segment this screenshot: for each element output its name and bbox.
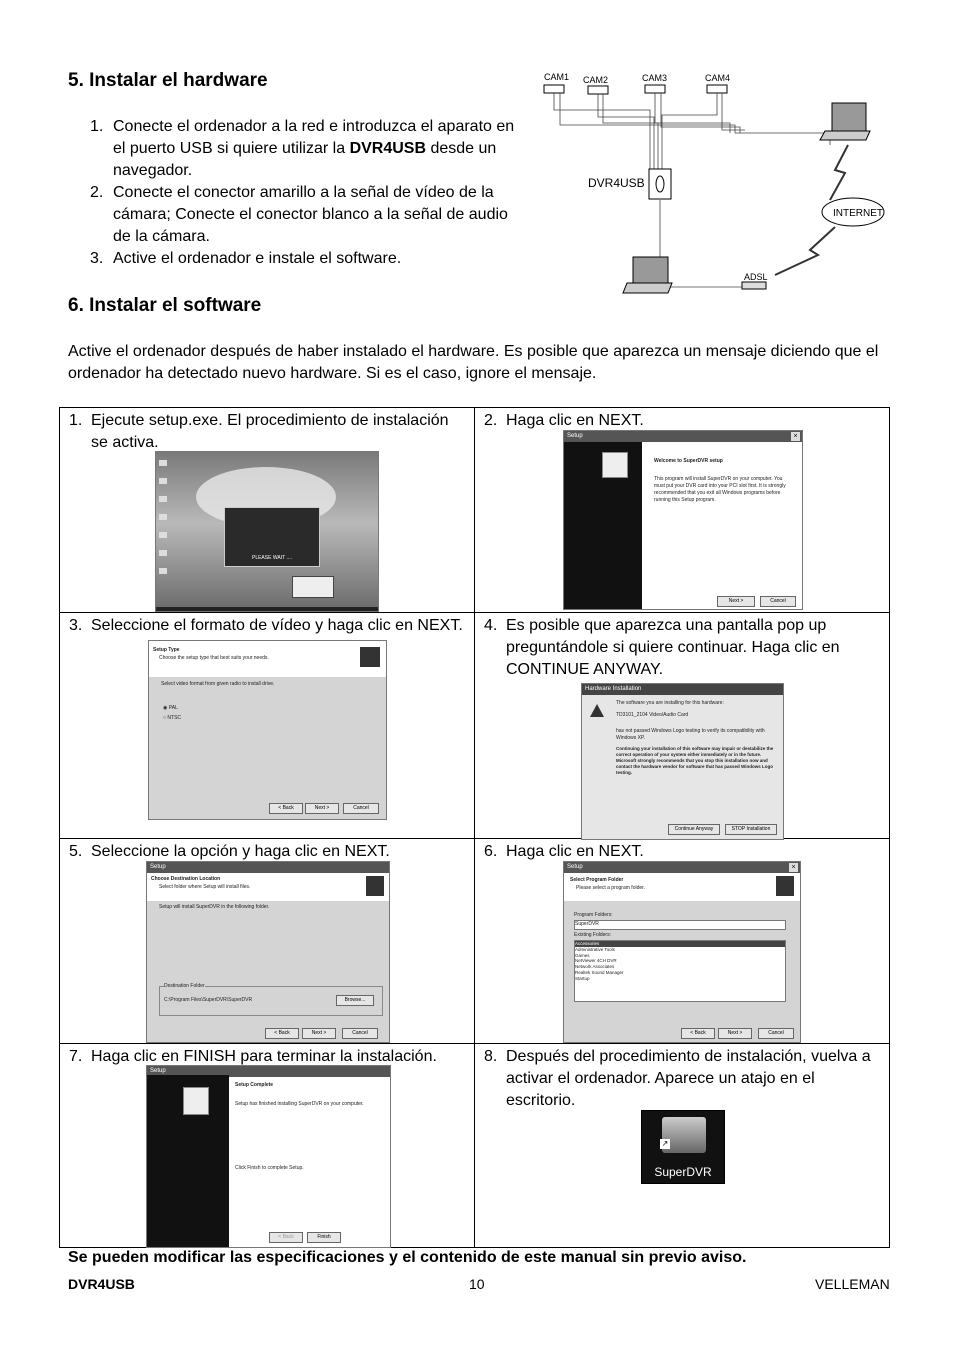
- laptop-icon: [820, 103, 870, 140]
- install-steps-grid: [59, 407, 890, 1248]
- cam1-label: CAM1: [544, 72, 570, 82]
- folder-item[interactable]: NetViewer 4CH DVR: [575, 958, 617, 964]
- grid-cell-8: 8. Después del procedimiento de instalación, vuelva a activar el ordenador. Aparece un atajo en el escritorio. ↗ SuperDVR: [475, 1044, 890, 1248]
- existing-folders-list[interactable]: [574, 940, 786, 1002]
- next-button[interactable]: Next >: [717, 596, 755, 607]
- screenshot-desktop-setup: [155, 451, 379, 612]
- folder-item[interactable]: Accessories: [575, 941, 785, 947]
- folder-item[interactable]: Network Associates: [575, 964, 615, 970]
- next-button[interactable]: Next >: [302, 1028, 336, 1039]
- finish-button[interactable]: Finish: [307, 1232, 341, 1243]
- grid-cell-6: 6. Haga clic en NEXT. Setup × Select Program Folder Please select a program folder. Program Folders: SuperDVR Existing Folders: Accessories Administrative Tools Games NetViewer 4CH DVR Network Associates Realtek Sound Manager Startup < Back Next > Cancel: [475, 839, 890, 1044]
- pc-laptop-icon: [623, 257, 672, 293]
- dialog-titlebar: Hardware Installation: [582, 684, 783, 695]
- grid-cell-4: 4. Es posible que aparezca una pantalla pop up preguntándole si quiere continuar. Haga clic en CONTINUE ANYWAY. Hardware Installation The software you are installing for this hardware: TD3101_2104 Video/Audio Card has not passed Windows Logo testing to verify its compatibility with Windows XP. Continuing your installation of this software may impair or destabilize the correct operation of your system either immediately or in the future. Microsoft strongly recommends that you stop this installation now and contact the hardware vendor for software that has passed Windows Logo testing. Continue Anyway STOP Installation: [475, 613, 890, 839]
- grid-cell-3: 3. Seleccione el formato de vídeo y haga clic en NEXT. Setup Type Choose the setup type that best suits your needs. Select video format from given radio to install drive. ◉ PAL ○ NTSC < Back Next > Cancel: [60, 613, 475, 839]
- screenshot-hardware-warning: Hardware Installation The software you are installing for this hardware: TD3101_2104 Video/Audio Card has not passed Windows Logo testing to verify its compatibility with Windows XP. Continuing your installation of this software may impair or destabilize the correct operation of your system either immediately or in the future. Microsoft strongly recommends that you stop this installation now and contact the hardware vendor for software that has passed Windows Logo testing. Continue Anyway STOP Installation: [581, 683, 784, 840]
- destination-path: C:\Program Files\SuperDVR\SuperDVR: [164, 997, 253, 1003]
- screenshot-setup-type: Setup Type Choose the setup type that best suits your needs. Select video format from given radio to install drive. ◉ PAL ○ NTSC < Back Next > Cancel: [148, 640, 387, 820]
- section-5-title: 5. Instalar el hardware: [68, 70, 268, 91]
- hardware-step-2: 2. Conecte el conector amarillo a la señal de vídeo de la cámara; Conecte el conector blanco a la señal de audio de la cámara.: [90, 184, 508, 245]
- cancel-button[interactable]: Cancel: [760, 596, 796, 607]
- setup-icon: [602, 452, 628, 478]
- cables: [554, 93, 830, 287]
- screenshot-welcome-dialog: Setup × Welcome to SuperDVR setup This program will install SuperDVR on your computer. You must put your DVR card into your PCI slot first. It is strongly recommended that you exit all Windows programs before running this Setup program. Next > Cancel: [563, 430, 803, 610]
- back-button[interactable]: < Back: [269, 803, 303, 814]
- dialog-titlebar: Setup ×: [564, 431, 802, 442]
- setup-icon: [360, 647, 380, 667]
- section-6-intro: Active el ordenador después de haber instalado el hardware. Es posible que aparezca un mensaje diciendo que el ordenador ha detectado nuevo hardware. Si es el caso, ignore el mensaje.: [68, 343, 879, 382]
- cam3-label: CAM3: [642, 73, 668, 83]
- dialog-titlebar: Setup: [147, 1066, 390, 1077]
- program-folder-input[interactable]: SuperDVR: [574, 920, 786, 930]
- grid-cell-5: 5. Seleccione la opción y haga clic en NEXT. Setup Choose Destination Location Select folder where Setup will install files. Setup will install SuperDVR in the following folder. Destination Folder C:\Program Files\SuperDVR\SuperDVR Browse... < Back Next > Cancel: [60, 839, 475, 1044]
- shortcut-arrow-icon: ↗: [661, 1139, 669, 1148]
- cam2-label: CAM2: [583, 75, 609, 85]
- adsl-modem-icon: [742, 282, 766, 289]
- back-button-disabled: < Back: [269, 1232, 303, 1243]
- pal-radio[interactable]: ◉ PAL: [163, 705, 178, 711]
- section-6-title: 6. Instalar el software: [68, 295, 262, 316]
- setup-icon: [366, 876, 384, 896]
- back-button[interactable]: < Back: [681, 1028, 715, 1039]
- wireless-link-icon-2: [775, 227, 835, 275]
- superdvr-shortcut[interactable]: [641, 1110, 725, 1184]
- screenshot-program-folder: Setup × Select Program Folder Please select a program folder. Program Folders: SuperDVR Existing Folders: Accessories Administrative Tools Games NetViewer 4CH DVR Network Associates Realtek Sound Manager Startup < Back Next > Cancel: [563, 861, 801, 1043]
- camera-icons: [544, 85, 727, 94]
- destination-folder-group: Destination Folder C:\Program Files\SuperDVR\SuperDVR Browse...: [159, 986, 383, 1016]
- shortcut-label: SuperDVR: [654, 1165, 712, 1179]
- screenshot-destination: Setup Choose Destination Location Select folder where Setup will install files. Setup will install SuperDVR in the following folder. Destination Folder C:\Program Files\SuperDVR\SuperDVR Browse... < Back Next > Cancel: [146, 861, 390, 1043]
- hardware-steps: [68, 116, 530, 270]
- dialog-side-panel: [564, 442, 642, 609]
- page-number: 10: [469, 1276, 485, 1292]
- cancel-button[interactable]: Cancel: [343, 803, 379, 814]
- close-icon[interactable]: ×: [789, 863, 798, 872]
- dialog-side-panel: [147, 1075, 229, 1247]
- next-button[interactable]: Next >: [305, 803, 339, 814]
- folder-item[interactable]: Startup: [575, 975, 590, 981]
- stop-installation-button[interactable]: STOP Installation: [725, 824, 777, 835]
- dialog-header: Setup Type Choose the setup type that best suits your needs.: [149, 641, 386, 677]
- dvr4usb-label: DVR4USB: [588, 176, 645, 190]
- taskbar: [156, 607, 378, 611]
- folder-item[interactable]: Games: [575, 952, 590, 958]
- footer-model: DVR4USB: [68, 1276, 135, 1292]
- adsl-label: ADSL: [744, 272, 768, 282]
- setup-icon: [183, 1087, 209, 1115]
- internet-label: INTERNET: [833, 208, 883, 219]
- continue-anyway-button[interactable]: Continue Anyway: [668, 824, 720, 835]
- back-button[interactable]: < Back: [265, 1028, 299, 1039]
- cancel-button[interactable]: Cancel: [342, 1028, 378, 1039]
- cam4-label: CAM4: [705, 73, 731, 83]
- dialog-header: Select Program Folder Please select a program folder.: [564, 873, 800, 901]
- specification-notice: Se pueden modificar las especificaciones y el contenido de este manual sin previo aviso.: [68, 1249, 747, 1266]
- footer-brand: VELLEMAN: [815, 1276, 890, 1292]
- browse-button[interactable]: Browse...: [336, 995, 374, 1006]
- setup-icon: [776, 876, 794, 896]
- hardware-step-1: 1. Conecte el ordenador a la red e introduzca el aparato en el puerto USB si quiere utilizar la DVR4USB desde un navegador.: [90, 118, 515, 179]
- cancel-button[interactable]: Cancel: [758, 1028, 794, 1039]
- grid-cell-2: 2. Haga clic en NEXT. Setup × Welcome to SuperDVR setup This program will install SuperDVR on your computer. You must put your DVR card into your PCI slot first. It is strongly recommended that you exit all Windows programs before running this Setup program. Next > Cancel: [475, 408, 890, 613]
- grid-cell-7: 7. Haga clic en FINISH para terminar la instalación. Setup Setup Complete Setup has finished installing SuperDVR on your computer. Click Finish to complete Setup. < Back Finish: [60, 1044, 475, 1248]
- hardware-step-3: 3. Active el ordenador e instale el software.: [90, 250, 402, 267]
- folder-item[interactable]: Administrative Tools: [575, 946, 615, 952]
- notification-popup: [292, 576, 334, 598]
- screenshot-setup-complete: Setup Setup Complete Setup has finished installing SuperDVR on your computer. Click Finish to complete Setup. < Back Finish: [146, 1065, 391, 1248]
- folder-item[interactable]: Realtek Sound Manager: [575, 969, 624, 975]
- desktop-icons: [159, 460, 167, 580]
- dialog-titlebar: Setup ×: [564, 862, 800, 873]
- wireless-link-icon: [830, 145, 848, 200]
- ntsc-radio[interactable]: ○ NTSC: [163, 715, 182, 721]
- grid-cell-1: 1. Ejecute setup.exe. El procedimiento de instalación se activa. PLEASE WAIT ....: [60, 408, 475, 613]
- dvr4usb-device: [649, 169, 671, 199]
- dialog-titlebar: Setup: [147, 862, 389, 873]
- splash-window: PLEASE WAIT ....: [224, 507, 320, 567]
- warning-icon: [590, 704, 604, 717]
- close-icon[interactable]: ×: [791, 432, 800, 441]
- connection-diagram: [530, 65, 900, 300]
- dialog-header: Choose Destination Location Select folder where Setup will install files.: [147, 873, 389, 901]
- next-button[interactable]: Next >: [718, 1028, 752, 1039]
